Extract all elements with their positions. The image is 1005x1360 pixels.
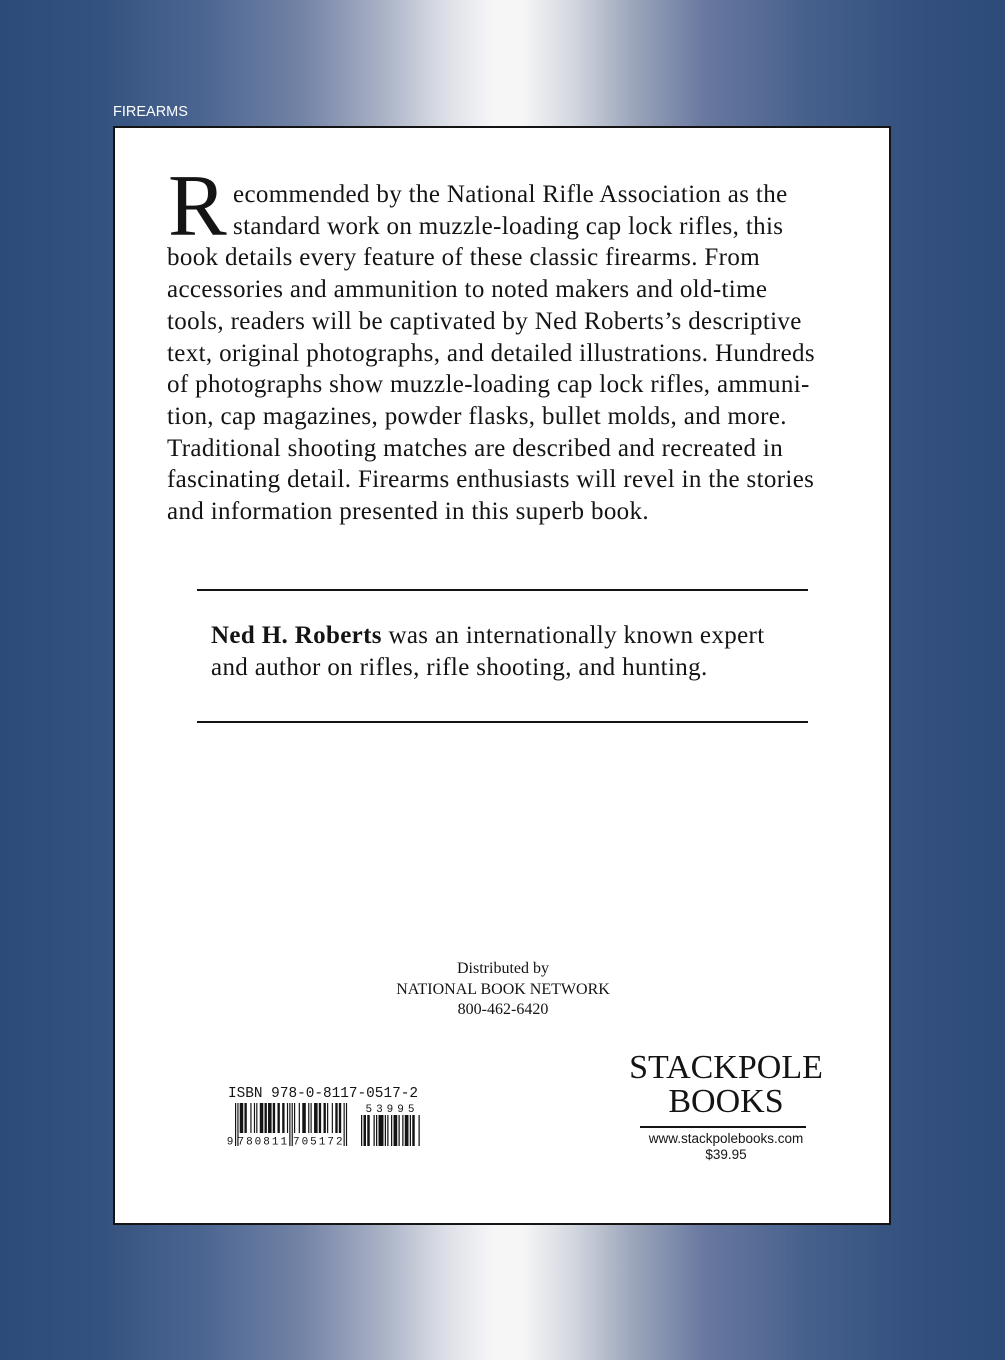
isbn-label: ISBN 978-0-8117-0517-2 [228,1086,418,1102]
barcode-left-digits: 780811 [237,1136,290,1149]
barcode-bar [277,1103,279,1133]
author-bio-line [211,620,765,652]
description-text [167,179,815,528]
distributor-block [353,959,653,1021]
barcode-lead-digit: 9 [226,1136,234,1149]
distributor-phone: 800-462-6420 [457,1001,549,1018]
description-line: ecommended by the National Rifle Association as the [233,181,788,208]
distributor-label: Distributed by [457,960,549,977]
barcode-bar [327,1103,328,1133]
barcode-bar [254,1103,255,1133]
barcode-bar [265,1103,267,1133]
barcode-bar [419,1115,420,1146]
description-line: tools, readers will be captivated by Ned Roberts’s descriptive [167,307,802,335]
publisher-info [626,1131,826,1163]
barcode [226,1098,426,1150]
barcode-bar [260,1103,264,1133]
barcode-bar [402,1115,403,1146]
barcode-bar [379,1115,384,1146]
barcode-bar [244,1103,246,1133]
barcode-bar [319,1103,321,1133]
barcode-guard-bar [289,1103,290,1146]
barcode-bar [376,1115,377,1146]
description-line: standard work on muzzle-loading cap lock rifles, this [233,212,784,240]
barcode-bar [367,1115,370,1146]
barcode-bar [311,1103,312,1133]
barcode-bar [405,1115,409,1146]
barcode-bar [268,1103,272,1133]
barcode-bar [302,1103,306,1133]
publisher-rule [640,1126,806,1128]
barcode-bar [282,1103,284,1133]
barcode-bar [387,1115,388,1146]
drop-cap: R [168,158,227,255]
barcode-bar [399,1115,400,1146]
barcode-bar [294,1103,295,1133]
description-line: text, original photographs, and detailed illustrations. Hundreds [167,339,815,367]
barcode-bar [324,1103,326,1133]
author-name: Ned H. Roberts [211,622,382,649]
barcode-bar [339,1103,341,1133]
ean5-addon-bars [361,1115,420,1146]
barcode-right-digits: 705172 [292,1136,345,1149]
barcode-bar [391,1115,392,1146]
barcode-bar [273,1103,275,1133]
barcode-guard-bar [346,1103,347,1146]
publisher-name-line1: STACKPOLE [629,1049,823,1086]
barcode-bar [287,1103,288,1133]
barcode-bar [410,1115,411,1146]
cover-panel [113,126,891,1225]
barcode-bar [394,1115,398,1146]
barcode-guard-bar [235,1103,236,1146]
publisher-name-line2: BOOKS [668,1083,784,1120]
barcode-addon-digits: 53995 [365,1104,419,1116]
author-bio-text: was an internationally known expert [381,622,765,649]
author-bio [211,620,765,684]
description-line: Traditional shooting matches are described and recreated in [167,434,784,462]
barcode-bar [299,1103,300,1133]
description-line: accessories and ammunition to noted makers and old-time [167,276,768,304]
barcode-bar [385,1115,386,1146]
barcode-bar [256,1103,257,1133]
description-line: tion, cap magazines, powder flasks, bullet molds, and more. [167,402,787,430]
description-line: of photographs show muzzle-loading cap lock rifles, ammuni- [167,371,810,399]
barcode-bar [412,1115,415,1146]
barcode-bar [240,1103,244,1133]
category-label: FIREARMS [113,104,188,120]
divider-bottom [197,721,808,723]
distributor-name: NATIONAL BOOK NETWORK [396,980,610,998]
description-line: and information presented in this superb book. [167,498,649,526]
barcode-bar [361,1115,362,1146]
description-line: fascinating detail. Firearms enthusiasts will revel in the stories [167,466,815,494]
barcode-bar [250,1103,251,1133]
barcode-bar [314,1103,318,1133]
price: $39.95 [705,1147,747,1162]
barcode-bar [364,1115,367,1146]
publisher-logo [626,1051,826,1119]
author-bio-line: and author on rifles, rifle shooting, and hunting. [211,654,708,681]
publisher-website: www.stackpolebooks.com [648,1131,804,1146]
barcode-bar [332,1103,333,1133]
description-line: book details every feature of these classic firearms. From [167,244,761,272]
barcode-bar [335,1103,337,1133]
divider-top [197,589,808,591]
barcode-bar [308,1103,309,1133]
barcode-bar [374,1115,375,1146]
